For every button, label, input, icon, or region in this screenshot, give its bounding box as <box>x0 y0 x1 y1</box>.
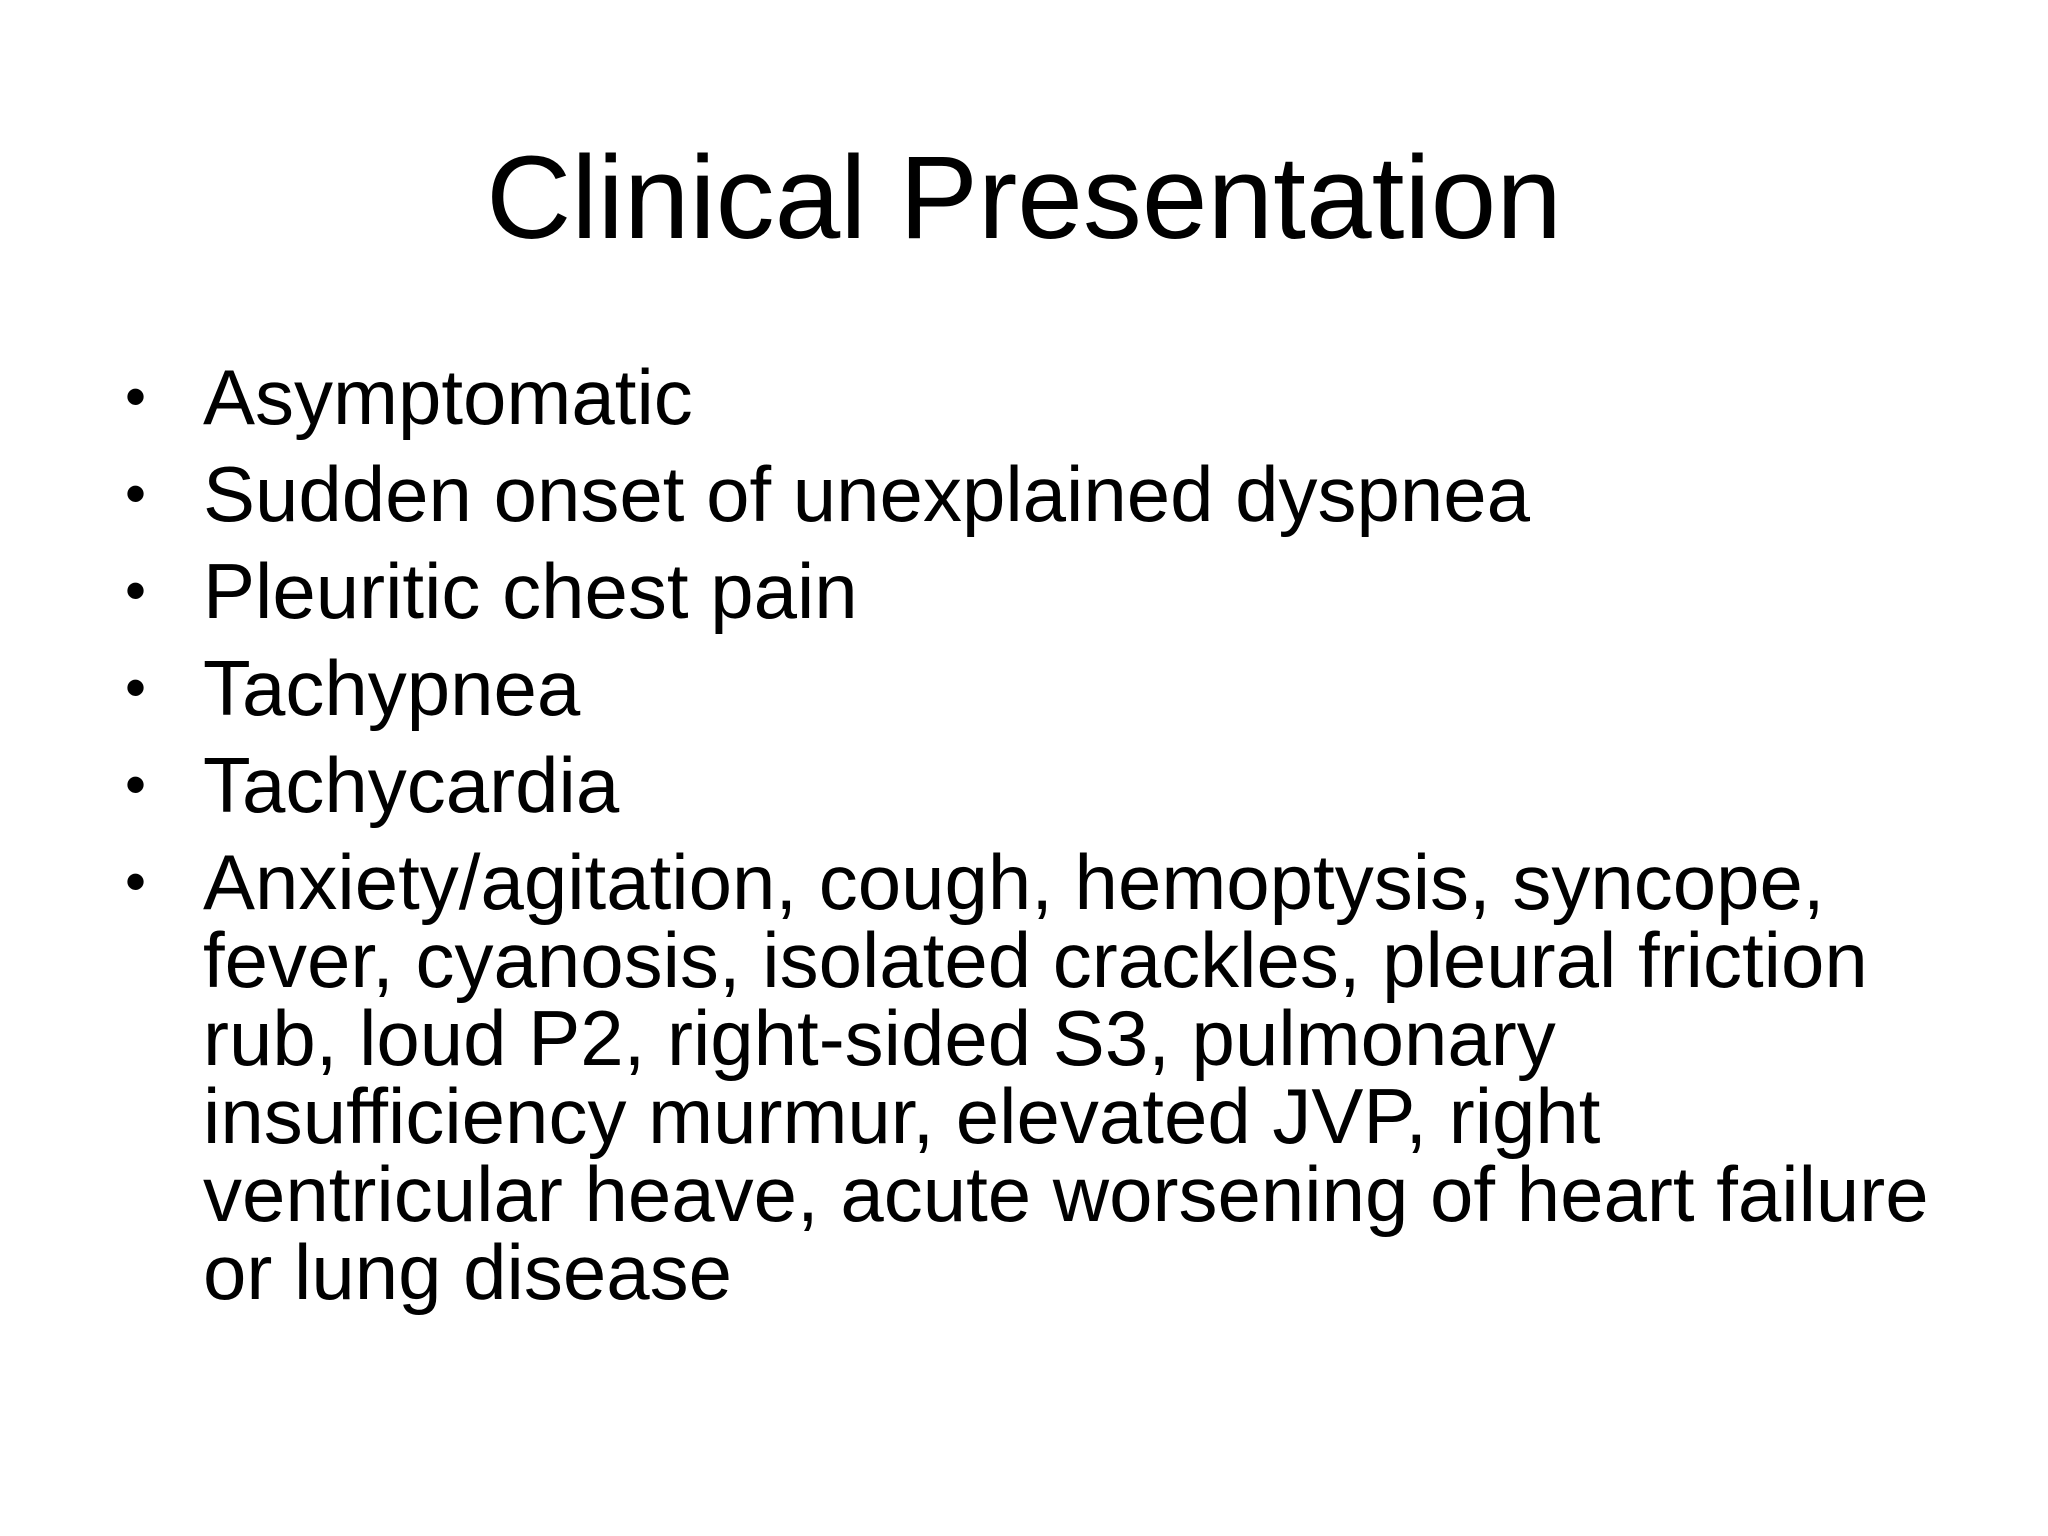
bullet-icon: • <box>125 654 147 721</box>
bullet-icon: • <box>125 460 147 527</box>
bullet-item <box>125 450 1925 538</box>
bullet-item <box>125 838 1929 1316</box>
bullet-icon: • <box>125 751 147 818</box>
bullet-text: Asymptomatic <box>203 353 693 441</box>
bullet-item <box>125 353 1925 441</box>
bullet-item <box>125 644 1925 732</box>
bullet-icon: • <box>125 557 147 624</box>
bullet-icon: • <box>125 848 147 915</box>
bullet-text: Pleuritic chest pain <box>203 547 858 635</box>
bullet-text: Tachypnea <box>203 644 581 732</box>
bullet-text: Tachycardia <box>203 741 620 829</box>
bullet-item <box>125 741 1925 829</box>
bullet-text: Anxiety/agitation, cough, hemoptysis, syncope, fever, cyanosis, isolated crackles, pleural friction rub, loud P2, right-sided S3, pulmonary insufficiency murmur, elevated JVP, right ventricular heave, acute worsening of heart failure or lung disease <box>203 838 1929 1316</box>
bullet-icon: • <box>125 363 147 430</box>
bullet-item <box>125 547 1925 635</box>
slide-title: Clinical Presentation <box>486 132 1562 264</box>
bullet-text: Sudden onset of unexplained dyspnea <box>203 450 1531 538</box>
bullet-list <box>125 353 1929 1330</box>
